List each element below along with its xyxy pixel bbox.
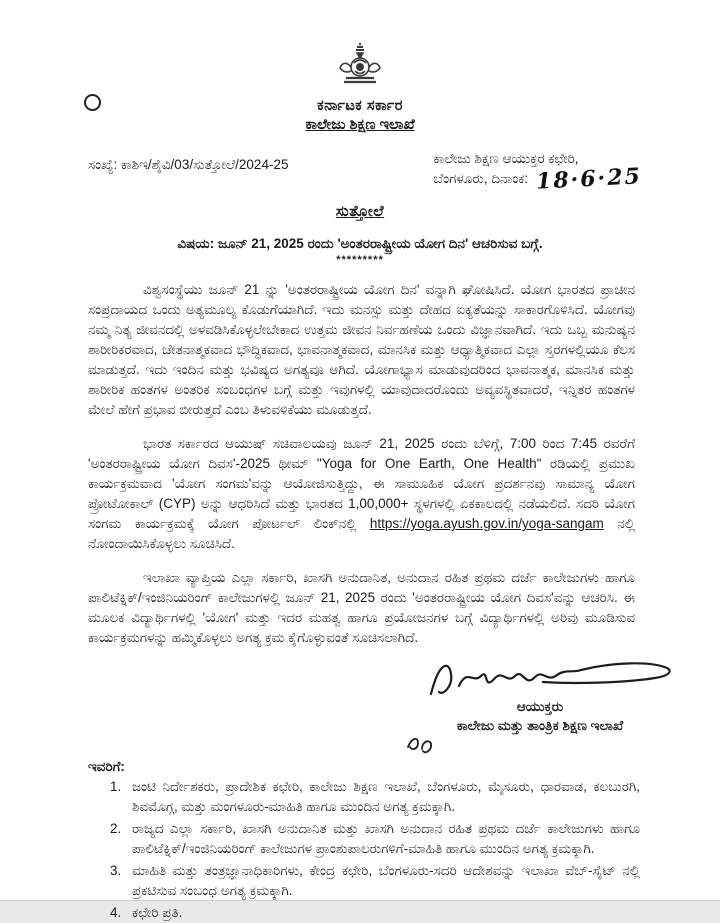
reference-number: ಸಂಖ್ಯೆ: ಕಾಶಿಇ/ಶೈವಿ/03/ಸುತ್ತೋಲೆ/2024-25: [88, 157, 289, 172]
paragraph-2: [88, 434, 635, 554]
office-address: [433, 149, 643, 195]
item-number: 2.: [110, 821, 122, 836]
department-name: ಕಾಲೇಜು ಶಿಕ್ಷಣ ಇಲಾಖೆ: [305, 117, 415, 133]
recipient-list: [88, 777, 640, 923]
office-line1: ಕಾಲೇಜು ಶಿಕ್ಷಣ ಆಯುಕ್ತರ ಕಛೇರಿ,: [433, 151, 579, 166]
signature-block: [390, 656, 690, 757]
distribution-list: [88, 759, 640, 923]
letterhead: [0, 0, 720, 133]
separator-stars: *********: [336, 254, 384, 266]
paragraph-1: ವಿಶ್ವಸಂಸ್ಥೆಯು ಜೂನ್ 21 ನ್ನು 'ಅಂತರರಾಷ್ಟ್ರೀಯ ಯೋಗ ದಿನ' ವನ್ನಾಗಿ ಘೋಷಿಸಿದೆ. ಯೋಗ ಭಾರತದ ಪ್ರಾಚೀನ ಸಂಪ್ರದಾಯದ ಒಂದು ಅತ್ಯಮೂಲ್ಯ ಕೊಡುಗೆಯಾಗಿದೆ. ಇದು ಮನಸ್ಸು ಮತ್ತು ದೇಹದ ಐಕ್ಯತೆಯನ್ನು ಸಾಕಾರಗೊಳಿಸಿದೆ. ಯೋಗವು ನಮ್ಮ ನಿತ್ಯ ಜೀವನದಲ್ಲಿ ಅಳವಡಿಸಿಕೊಳ್ಳಲೇಬೇಕಾದ ಉತ್ತಮ ಜೀವನ ನಿರ್ವಹಣೆಯ ಒಂದು ವಿಜ್ಞಾನವಾಗಿದೆ. ಇದು ಒಬ್ಬ ಮನುಷ್ಯನ ಶಾರೀರಿಕರವಾದ, ಚೇತನಾತ್ಮಕವಾದ ಭೌದ್ಧಿಕವಾದ, ಭಾವನಾತ್ಮಕವಾದ, ಮಾನಸಿಕ ಮತ್ತು ಆಧ್ಯಾತ್ಮಿಕವಾದ ಎಲ್ಲಾ ಸ್ತರಗಳಲ್ಲಿಯೂ ಕೆಲಸ ಮಾಡುತ್ತದೆ. ಇದು ಇಂದಿನ ಮತ್ತು ಭವಿಷ್ಯದ ಅಗತ್ಯವೂ ಆಗಿದೆ. ಯೋಗಾಭ್ಯಾಸ ಮಾಡುವುದರಿಂದ ಭಾವನಾತ್ಮಕ, ಮಾನಸಿಕ ಮತ್ತು ಶಾರೀರಿಕ ಹಂತಗಳ ಅಂತರಿಕ ಸಂಬಂಧಗಳ ಬಗ್ಗೆ ಮತ್ತು ಇವುಗಳಲ್ಲಿ ಯಾವುದಾದರೊಂದು ಅವ್ಯವಸ್ಥಿತವಾದರೆ, ಇನ್ನಿತರ ಹಂತಗಳ ಮೇಲೆ ಹೇಗೆ ಪ್ರಭಾವ ಬೀರುತ್ತದೆ ಎಂಬ ತಿಳುವಳಿಕೆಯು ಮೂಡುತ್ತದೆ.: [88, 282, 635, 417]
paragraph-2-tail: ನಲ್ಲಿ ನೋಂದಾಯಿಸಿಕೊಳ್ಳಲು ಸೂಚಿಸಿದೆ.: [88, 516, 636, 551]
recipient-item-1: [88, 777, 640, 817]
recipient-item-3: [88, 861, 640, 901]
item-text: ಕಛೇರಿ ಪ್ರತಿ.: [132, 905, 183, 920]
handwritten-date: 18·6·25: [535, 163, 643, 195]
initials-scribble-icon: [404, 733, 690, 757]
date-line: [433, 163, 643, 195]
yoga-portal-link[interactable]: https://yoga.ayush.gov.in/yoga-sangam: [369, 516, 604, 531]
item-text: ಜಂಟಿ ನಿರ್ದೇಶಕರು, ಪ್ರಾದೇಶಿಕ ಕಛೇರಿ, ಕಾಲೇಜು ಶಿಕ್ಷಣ ಇಲಾಖೆ, ಬೆಂಗಳೂರು, ಮೈಸೂರು, ಧಾರವಾಡ, ಕಲಬುರಗಿ, ಶಿವಮೊಗ್ಗ, ಮತ್ತು ಮಂಗಳೂರು-ಮಾಹಿತಿ ಹಾಗೂ ಮುಂದಿನ ಅಗತ್ಯ ಕ್ರಮಕ್ಕಾಗಿ.: [132, 779, 640, 814]
paragraph-3: ಇಲಾಖಾ ವ್ಯಾಪ್ತಿಯ ಎಲ್ಲಾ ಸರ್ಕಾರಿ, ಖಾಸಗಿ ಅನುದಾನಿತ, ಅನುದಾನ ರಹಿತ ಪ್ರಥಮ ದರ್ಜೆ ಕಾಲೇಜುಗಳು ಹಾಗೂ ಪಾಲಿಟೆಕ್ನಿಕ್/ಇಂಜಿನಿಯರಿಂಗ್ ಕಾಲೇಜುಗಳಲ್ಲಿ ಜೂನ್ 21, 2025 ರಂದು 'ಅಂತರರಾಷ್ಟ್ರೀಯ ಯೋಗ ದಿವಸ'ವನ್ನು ಆಚರಿಸಿ. ಈ ಮೂಲಕ ವಿದ್ಯಾರ್ಥಿಗಳಲ್ಲಿ 'ಯೋಗ' ಮತ್ತು ಇದರ ಮಹತ್ವ ಹಾಗೂ ಪ್ರಯೋಜನಗಳ ಬಗ್ಗೆ ವಿದ್ಯಾರ್ಥಿಗಳಲ್ಲಿ ಅರಿವು ಮೂಡಿಸುವ ಕಾರ್ಯಕ್ರಮಗಳನ್ನು ಹಮ್ಮಿಕೊಳ್ಳಲು ಅಗತ್ಯ ಕ್ರಮ ಕೈಗೊಳ್ಳುವಂತೆ ಸೂಚಿಸಲಾಗಿದೆ.: [88, 570, 635, 645]
punch-hole-mark: [84, 94, 101, 111]
item-number: 1.: [110, 779, 122, 794]
signatory-designation: ಆಯುಕ್ತರು: [516, 699, 564, 714]
subject-line: ವಿಷಯ: ಜೂನ್ 21, 2025 ರಂದು 'ಅಂತರರಾಷ್ಟ್ರೀಯ ಯೋಗ ದಿನ' ಆಚರಿಸುವ ಬಗ್ಗೆ.: [177, 236, 543, 251]
body-content: [88, 280, 635, 648]
reference-row: [88, 149, 643, 195]
office-line2: ಬೆಂಗಳೂರು, ದಿನಾಂಕ:: [433, 171, 529, 186]
distribution-label: ಇವರಿಗೆ:: [88, 759, 125, 774]
recipient-item-2: [88, 819, 640, 859]
recipient-item-4: [88, 903, 640, 923]
government-name: ಕರ್ನಾಟಕ ಸರ್ಕಾರ: [317, 98, 403, 114]
signatory-department: ಕಾಲೇಜು ಮತ್ತು ತಾಂತ್ರಿಕ ಶಿಕ್ಷಣ ಇಲಾಖೆ: [456, 718, 624, 733]
paragraph-2-text: ಭಾರತ ಸರ್ಕಾರದ ಆಯುಷ್ ಸಚಿವಾಲಯವು ಜೂನ್ 21, 2025 ರಂದು ಬೆಳಿಗ್ಗೆ, 7:00 ರಿಂದ 7:45 ರವರೆಗೆ 'ಅಂತರರಾಷ್ಟ್ರೀಯ ಯೋಗ ದಿವಸ'-2025 ಥೀಮ್ "Yoga for One Earth, One Health" ರಡಿಯಲ್ಲಿ ಪ್ರಮುಖ ಕಾರ್ಯಕ್ರಮವಾದ 'ಯೋಗ ಸಂಗಮ'ವನ್ನು ಆಯೋಜಿಸುತ್ತಿದ್ದು, ಈ ಸಾಮೂಹಿಕ ಯೋಗ ಪ್ರದರ್ಶನವು ಸಾಮಾನ್ಯ ಯೋಗ ಪ್ರೋಟೋಕಾಲ್ (CYP) ಅನ್ನು ಆಧರಿಸಿದೆ ಮತ್ತು ಭಾರತದ 1,00,000+ ಸ್ಥಳಗಳಲ್ಲಿ ಏಕಕಾಲದಲ್ಲಿ ನಡೆಯಲಿದೆ. ಸದರಿ ಯೋಗ ಸಂಗಮ ಕಾರ್ಯಕ್ರಮಕ್ಕೆ ಯೋಗ ಪೋರ್ಟಲ್ ಲಿಂಕ್‌ನಲ್ಲಿ: [88, 436, 635, 531]
item-text: ಮಾಹಿತಿ ಮತ್ತು ತಂತ್ರಜ್ಞಾನಾಧಿಕಾರಿಗಳು, ಕೇಂದ್ರ ಕಛೇರಿ, ಬೆಂಗಳೂರು-ಸದರಿ ಆದೇಶವನ್ನು ಇಲಾಖಾ ವೆಬ್-ಸೈಟ್ ನಲ್ಲಿ ಪ್ರಕಟಿಸುವ ಸಂಬಂಧ ಅಗತ್ಯ ಕ್ರಮಕ್ಕಾಗಿ.: [132, 863, 640, 898]
item-number: 4.: [110, 905, 122, 920]
item-text: ರಾಜ್ಯದ ಎಲ್ಲಾ ಸರ್ಕಾರಿ, ಖಾಸಗಿ ಅನುದಾನಿತ ಮತ್ತು ಖಾಸಗಿ ಅನುದಾನ ರಹಿತ ಪ್ರಥಮ ದರ್ಜೆ ಕಾಲೇಜುಗಳು ಹಾಗೂ ಪಾಲಿಟೆಕ್ನಿಕ್/ಇಂಜಿನಿಯರಿಂಗ್ ಕಾಲೇಜುಗಳ ಪ್ರಾಂಶುಪಾಲರುಗಳಿಗೆ-ಮಾಹಿತಿ ಹಾಗೂ ಮುಂದಿನ ಅಗತ್ಯ ಕ್ರಮಕ್ಕಾಗಿ.: [132, 821, 640, 856]
document-title: ಸುತ್ತೋಲೆ: [335, 203, 385, 220]
item-number: 3.: [110, 863, 122, 878]
karnataka-emblem-icon: [334, 40, 386, 90]
